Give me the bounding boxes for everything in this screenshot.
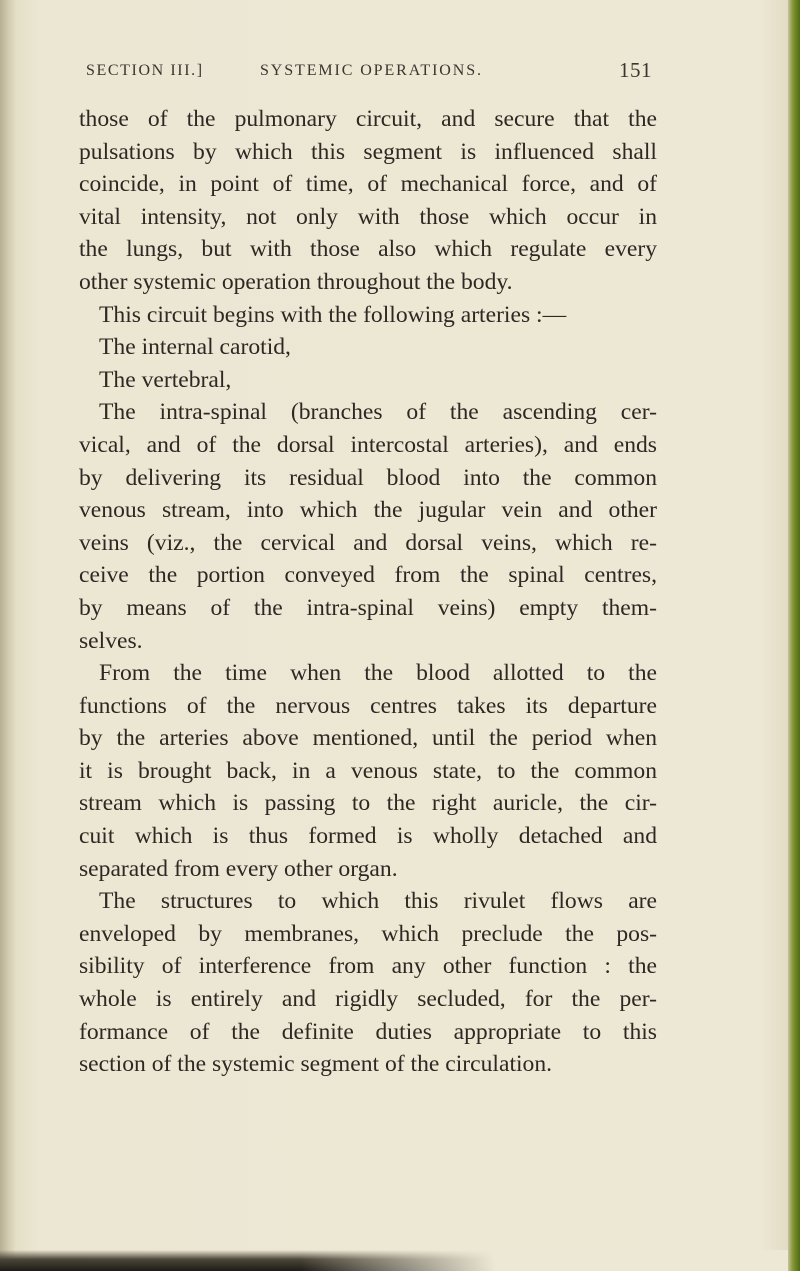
text-line: it is brought back, in a venous state, to the common (79, 757, 657, 784)
cover-edge (788, 0, 800, 1271)
text-line: formance of the definite duties appropriate to this (79, 1018, 657, 1045)
text-line: separated from every other organ. (79, 855, 398, 882)
text-line: veins (viz., the cervical and dorsal veins, which re- (79, 529, 657, 556)
text-line: whole is entirely and rigidly secluded, for the per- (79, 986, 657, 1013)
text-line: by delivering its residual blood into the common (79, 464, 657, 491)
running-title: SYSTEMIC OPERATIONS. (260, 62, 483, 79)
text-line: the lungs, but with those also which regulate every (79, 236, 657, 263)
text-line: cuit which is thus formed is wholly detached and (79, 823, 657, 850)
text-line: stream which is passing to the right auricle, the cir- (79, 790, 657, 817)
text-line: other systemic operation throughout the body. (79, 268, 513, 295)
text-line: by the arteries above mentioned, until the period when (79, 725, 657, 752)
text-line: venous stream, into which the jugular vein and other (79, 497, 657, 524)
gutter-shadow (0, 0, 16, 1271)
body-text (79, 103, 657, 1081)
text-line: those of the pulmonary circuit, and secure that the (79, 106, 657, 132)
text-line: functions of the nervous centres takes its departure (79, 692, 657, 719)
text-line: The structures to which this rivulet flows are (99, 888, 657, 915)
text-line: enveloped by membranes, which preclude the pos- (79, 920, 657, 947)
text-line: pulsations by which this segment is influenced shall (79, 138, 657, 165)
binding-edge-fade (300, 1250, 788, 1271)
text-line: ceive the portion conveyed from the spinal centres, (79, 562, 657, 589)
text-line: The intra-spinal (branches of the ascending cer- (99, 399, 657, 426)
text-line: The internal carotid, (99, 334, 291, 361)
text-line: sibility of interference from any other function : the (79, 953, 657, 980)
running-head (86, 58, 652, 88)
text-line: section of the systemic segment of the circulation. (79, 1051, 553, 1078)
text-line: by means of the intra-spinal veins) empty them- (79, 594, 657, 621)
text-line: The vertebral, (99, 366, 232, 393)
section-label: SECTION III.] (86, 62, 204, 79)
text-line: coincide, in point of time, of mechanical force, and of (79, 171, 657, 198)
text-line: This circuit begins with the following arteries :— (99, 301, 567, 328)
text-line: vital intensity, not only with those which occur in (79, 203, 657, 230)
text-line: vical, and of the dorsal intercostal arteries), and ends (79, 431, 657, 458)
page-number: 151 (619, 58, 652, 82)
text-line: selves. (79, 627, 143, 654)
text-line: From the time when the blood allotted to the (99, 660, 657, 687)
